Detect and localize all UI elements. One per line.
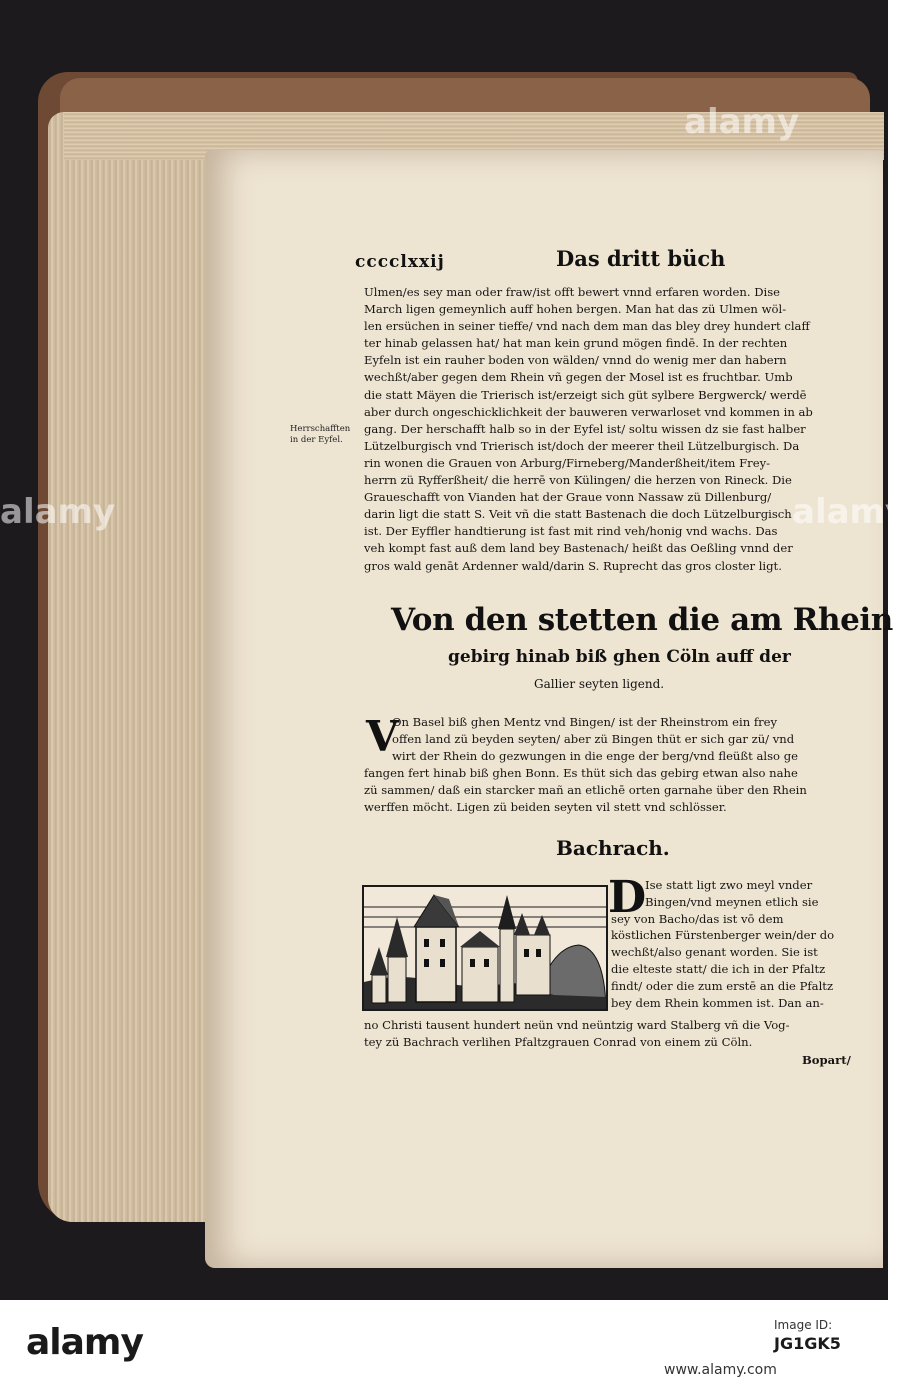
intro-paragraph: [392, 714, 864, 765]
page-edges: [48, 112, 218, 1222]
text-line: rin wonen die Grauen von Arburg/Firneberg/Manderßheit/item Frey-: [364, 455, 771, 470]
site-url[interactable]: www.alamy.com: [664, 1362, 777, 1378]
chapter-subheading-2: Gallier seyten ligend.: [534, 677, 665, 691]
watermark-top-right: alamy: [684, 102, 800, 142]
text-line: tey zü Bachrach verlihen Pfaltzgrauen Conrad von einem zü Cöln.: [364, 1034, 753, 1049]
text-line: die elteste statt/ die ich in der Pfaltz: [611, 961, 826, 976]
page-number: cccclxxij: [355, 252, 445, 272]
text-line: veh kompt fast auß dem land bey Bastenach/ heißt das Oeßling vnnd der: [364, 541, 793, 556]
text-line: gros wald genāt Ardenner wald/darin S. Ruprecht das gros closter ligt.: [364, 558, 782, 573]
alamy-logo[interactable]: alamy: [26, 1322, 143, 1363]
text-line: zü sammen/ daß ein starcker mañ an etlichē orten garnahe über den Rhein: [364, 783, 807, 798]
woodcut-town-illustration: [362, 885, 608, 1011]
text-line: wechßt/aber gegen dem Rhein vñ gegen der Mosel ist es fruchtbar. Umb: [364, 370, 793, 385]
watermark-left: alamy: [0, 492, 116, 532]
text-line: wechßt/also genant worden. Sie ist: [611, 945, 818, 960]
image-id-value: JG1GK5: [774, 1334, 841, 1353]
text-line: Ulmen/es sey man oder fraw/ist offt bewert vnnd erfaren worden. Dise: [364, 285, 781, 299]
margin-note-line: Herrschafften: [290, 424, 351, 434]
chapter-subheading: gebirg hinab biß ghen Cöln auff der: [448, 647, 791, 667]
text-line: no Christi tausent hundert neün vnd neüntzig ward Stalberg vñ die Vog-: [364, 1018, 790, 1032]
chapter-heading: Von den stetten die am Rhein: [391, 602, 893, 638]
text-line: findt/ oder die zum erstē an die Pfaltz: [611, 978, 834, 993]
section-title: Bachrach.: [556, 836, 670, 860]
text-line: bey dem Rhein kommen ist. Dan an-: [611, 995, 824, 1010]
text-line: Ise statt ligt zwo meyl vnder: [645, 878, 813, 892]
text-line: Eyfeln ist ein rauher boden von wälden/ vnnd do wenig mer dan habern: [364, 353, 787, 368]
text-line: offen land zü beyden seyten/ aber zü Bingen thüt er sich gar zü/ vnd: [392, 732, 795, 747]
text-line: darin ligt die statt S. Veit vñ die statt Bastenach die doch Lützelburgisch: [364, 507, 792, 522]
bachrach-paragraph-cont: [364, 1017, 864, 1051]
text-line: aber durch ongeschicklichkeit der bauweren verwarloset vnd kommen in ab: [364, 404, 813, 419]
main-paragraph: [364, 284, 864, 575]
text-line: ist. Der Eyffler handtierung ist fast mit rind veh/honig vnd wachs. Das: [364, 524, 778, 539]
text-line: ter hinab gelassen hat/ hat man kein grund mögen findē. In der rechten: [364, 336, 788, 351]
text-line: On Basel biß ghen Mentz vnd Bingen/ ist der Rheinstrom ein frey: [392, 715, 778, 729]
text-line: March ligen gemeynlich auff hohen bergen. Man hat das zü Ulmen wöl-: [364, 302, 787, 317]
text-line: sey von Bacho/das ist vō dem: [611, 911, 784, 926]
catchword: Bopart/: [802, 1053, 851, 1067]
text-line: Lützelburgisch vnd Trierisch ist/doch der meerer theil Lützelburgisch. Da: [364, 438, 800, 453]
text-line: gang. Der herschafft halb so in der Eyfel ist/ soltu wissen dz sie fast halber: [364, 421, 806, 436]
text-line: len ersüchen in seiner tieffe/ vnd nach dem man das bley drey hundert claff: [364, 319, 810, 334]
margin-note-line: in der Eyfel.: [290, 435, 343, 445]
text-line: die statt Mäyen die Trierisch ist/erzeigt sich güt sylbere Bergwerck/ werdē: [364, 387, 807, 402]
watermark-right: alamy: [792, 492, 907, 532]
text-line: fangen fert hinab biß ghen Bonn. Es thüt sich das gebirg etwan also nahe: [364, 766, 798, 780]
text-line: werffen möcht. Ligen zü beiden seyten vil stett vnd schlösser.: [364, 800, 727, 815]
running-title: Das dritt büch: [556, 246, 726, 271]
text-line: köstlichen Fürstenberger wein/der do: [611, 928, 835, 943]
bachrach-paragraph: [611, 877, 863, 1011]
town-woodcut-svg: [364, 887, 606, 1009]
text-line: herrn zü Ryfferßheit/ die herrē von Külingen/ die herzen von Rineck. Die: [364, 473, 792, 488]
text-line: Bingen/vnd meynen etlich sie: [645, 894, 819, 909]
margin-note: [290, 424, 360, 446]
drop-cap: V: [366, 712, 399, 761]
intro-paragraph-cont: [364, 765, 864, 816]
drop-cap-d: D: [608, 872, 647, 923]
text-line: wirt der Rhein do gezwungen in die enge der berg/vnd fleüßt also ge: [392, 749, 799, 764]
image-id-label: Image ID:: [774, 1318, 833, 1332]
text-line: Graueschafft von Vianden hat der Graue vonn Nassaw zü Dillenburg/: [364, 490, 772, 505]
